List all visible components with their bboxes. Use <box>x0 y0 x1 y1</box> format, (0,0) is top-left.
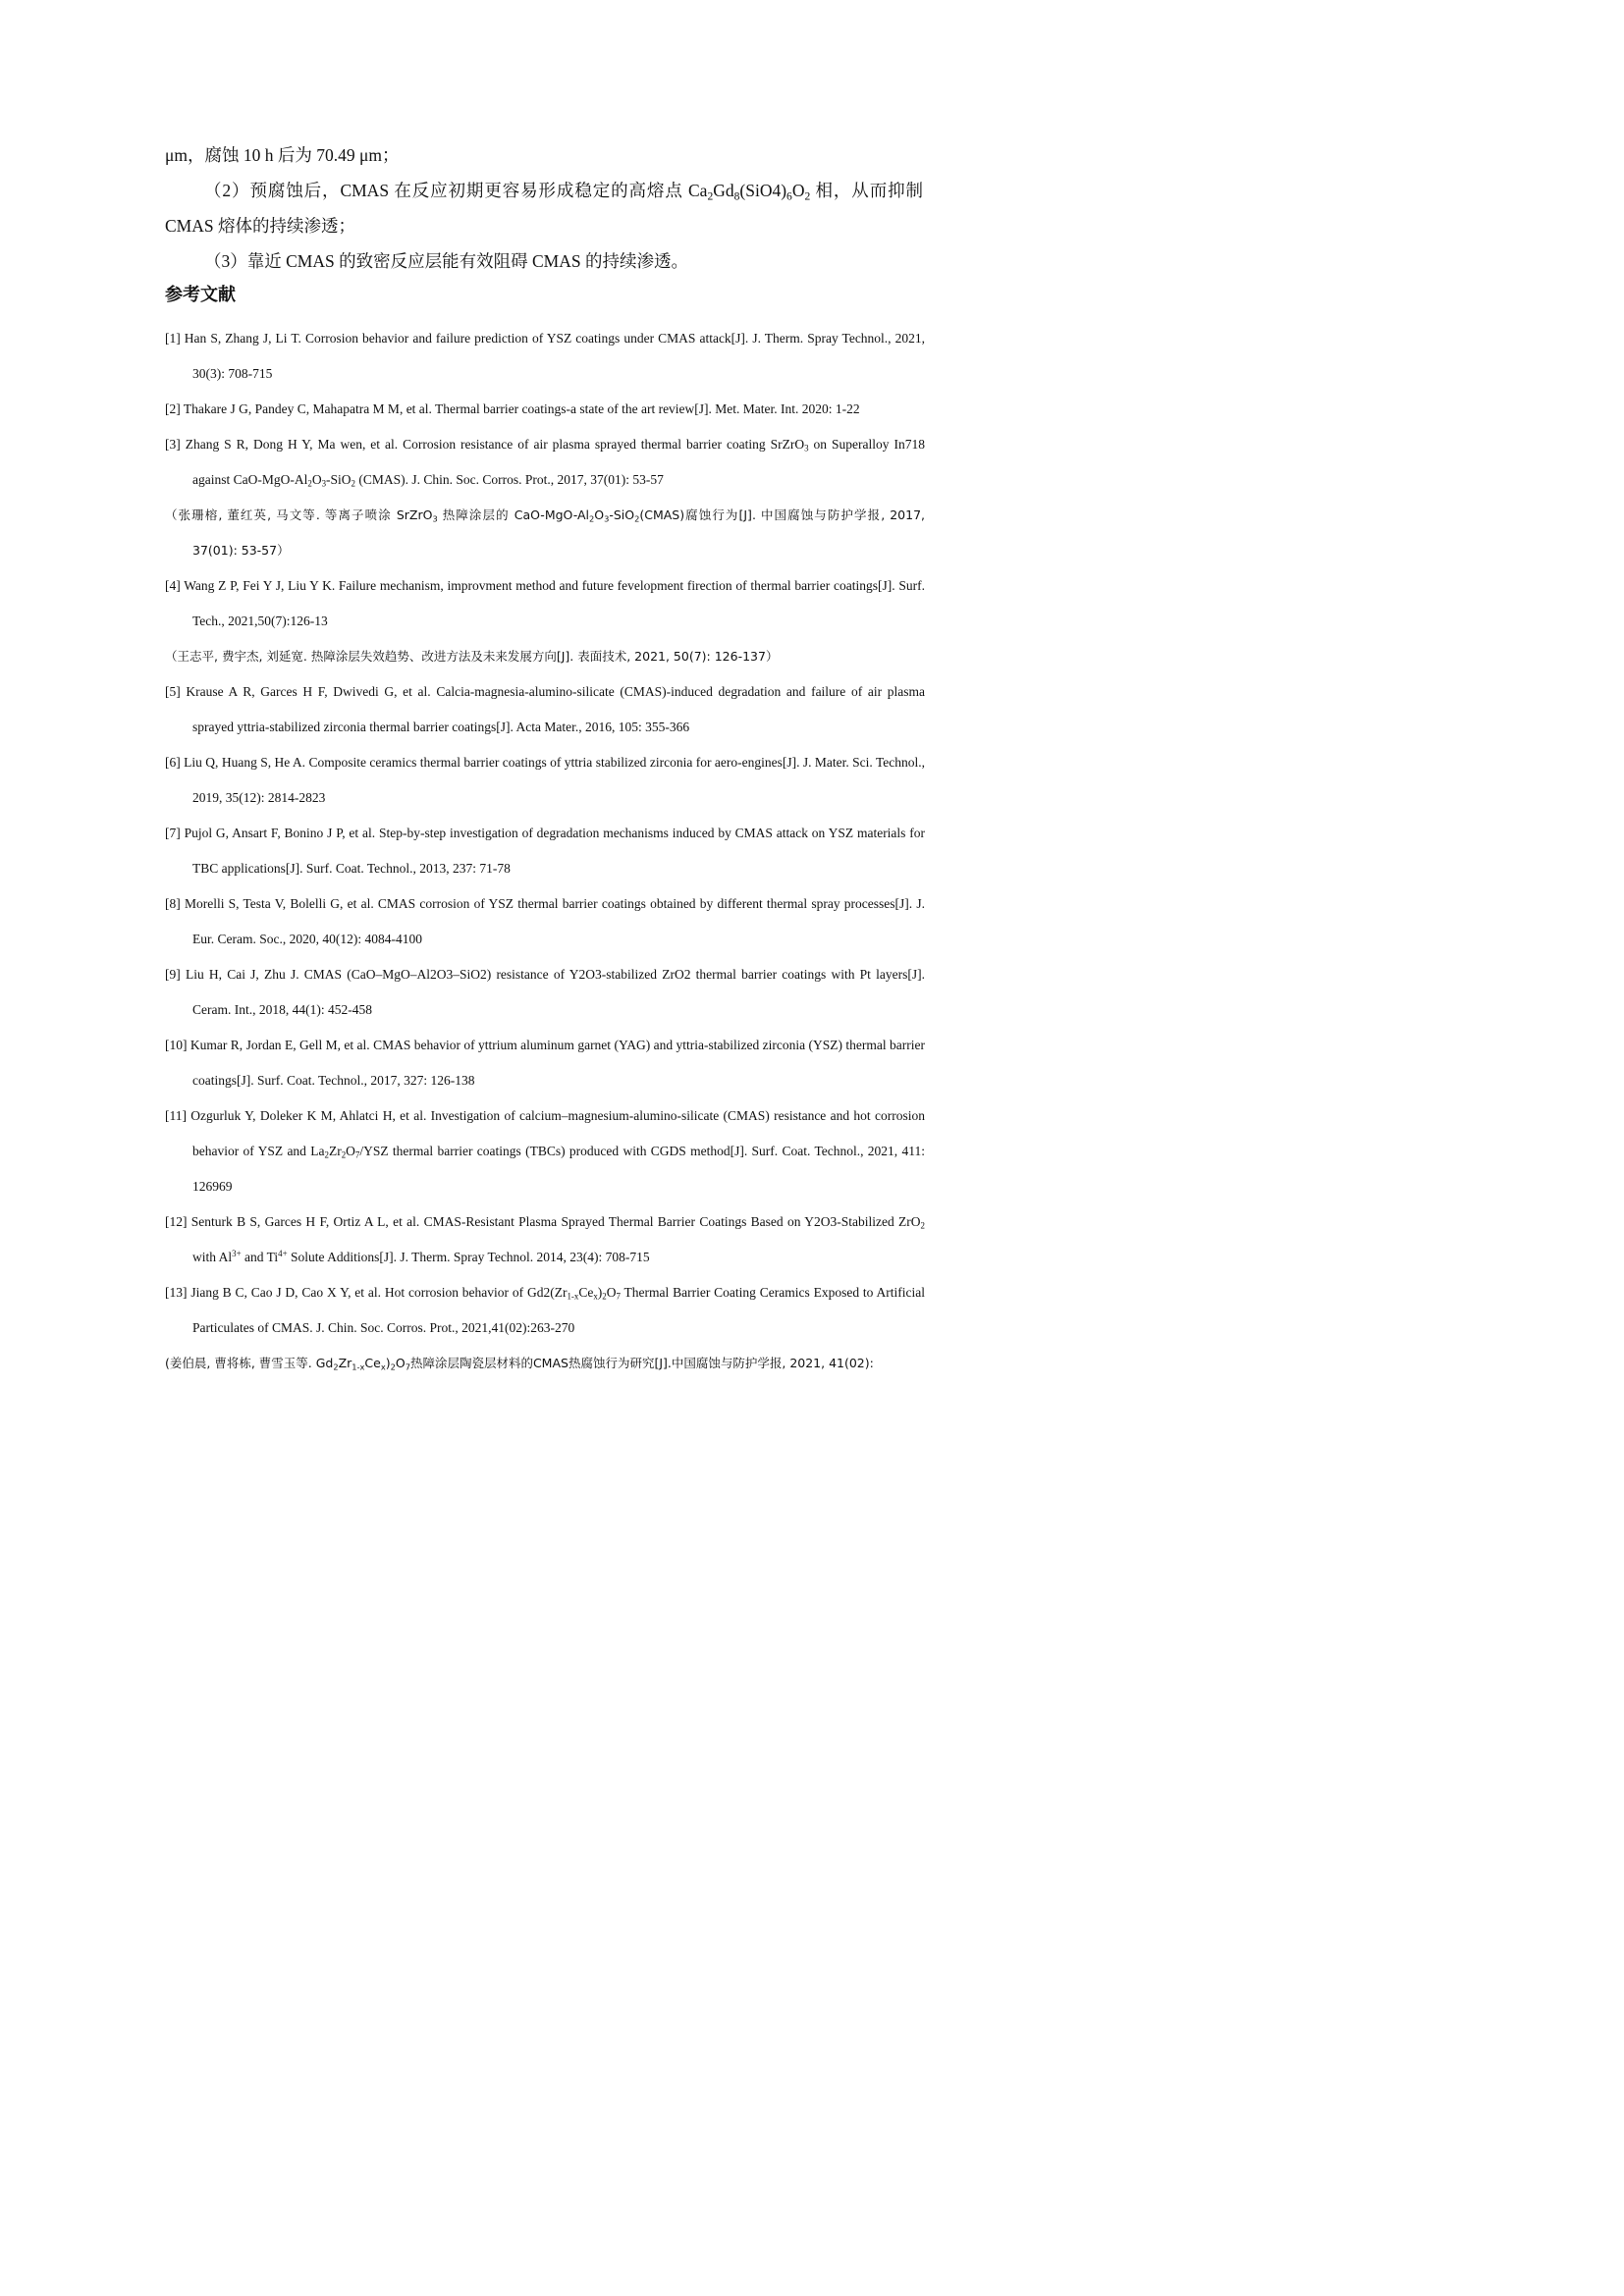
subscript-text: 3 <box>804 443 809 454</box>
subscript-text: 2 <box>341 1149 347 1160</box>
subscript-text: 2 <box>707 190 714 203</box>
subscript-text: 2 <box>333 1362 339 1372</box>
reference-r4 <box>165 568 925 639</box>
text-run: with Al <box>192 1250 233 1264</box>
reference-r12 <box>165 1204 925 1275</box>
conclusion-paragraph-p2 <box>165 173 923 243</box>
text-run: ) <box>597 1285 603 1300</box>
reference-r13 <box>165 1275 925 1346</box>
text-run: （2）预腐蚀后，CMAS 在反应初期更容易形成稳定的高熔点 Ca <box>204 181 708 200</box>
subscript-text: 2 <box>602 1291 607 1302</box>
reference-r13zh <box>165 1346 925 1381</box>
subscript-text: 6 <box>786 190 792 203</box>
subscript-text: 2 <box>307 478 312 489</box>
reference-r1 <box>165 321 925 392</box>
text-run: -SiO <box>326 472 352 487</box>
subscript-text: 3 <box>604 513 610 524</box>
reference-r2 <box>165 392 925 427</box>
conclusion-paragraph-p1 <box>165 137 923 173</box>
text-run: Zr <box>328 1144 342 1158</box>
text-run: [10] Kumar R, Jordan E, Gell M, et al. CMAS behavior of yttrium aluminum garnet (YAG) and yttria-stabilized zirconia (YSZ) thermal barrier coatings[J]. Surf. Coat. Technol., 2017, 327: 126-138 <box>165 1038 925 1088</box>
subscript-text: 2 <box>390 1362 396 1372</box>
text-run: [8] Morelli S, Testa V, Bolelli G, et al. CMAS corrosion of YSZ thermal barrier coatings obtained by different thermal spray processes[J]. J. Eur. Ceram. Soc., 2020, 40(12): 4084-4100 <box>165 896 925 946</box>
text-run: Gd <box>713 181 734 200</box>
text-run: [2] Thakare J G, Pandey C, Mahapatra M M, et al. Thermal barrier coatings-a state of the art review[J]. Met. Mater. Int. 2020: 1-22 <box>165 401 860 416</box>
text-run: 相，从而抑制 CMAS 熔体的持续渗透； <box>165 181 924 236</box>
subscript-text: 1-x <box>567 1291 579 1302</box>
text-run: [6] Liu Q, Huang S, He A. Composite ceramics thermal barrier coatings of yttria stabilized zirconia for aero-engines[J]. J. Mater. Sci. Technol., 2019, 35(12): 2814-2823 <box>165 755 925 805</box>
subscript-text: 7 <box>405 1362 410 1372</box>
conclusion-paragraph-p3 <box>165 243 923 279</box>
subscript-text: 2 <box>920 1220 925 1231</box>
text-run: ) <box>385 1356 391 1370</box>
text-run: μm，腐蚀 10 h 后为 70.49 μm； <box>165 145 400 165</box>
reference-r11 <box>165 1098 925 1204</box>
reference-r5 <box>165 674 925 745</box>
text-run: O <box>594 507 605 522</box>
reference-r3zh <box>165 498 925 568</box>
supscript-text: 3+ <box>232 1249 242 1259</box>
text-run: 热障涂层陶瓷层材料的CMAS热腐蚀行为研究[J].中国腐蚀与防护学报, 2021, 41(02): <box>409 1356 874 1370</box>
reference-r4zh <box>165 639 925 674</box>
text-run: (姜伯晨, 曹将栋, 曹雪玉等. Gd <box>165 1356 334 1370</box>
references-heading: 参考文献 <box>165 285 236 305</box>
text-run: （3）靠近 CMAS 的致密反应层能有效阻碍 CMAS 的持续渗透。 <box>204 251 688 271</box>
subscript-text: 3 <box>321 478 327 489</box>
text-run: [1] Han S, Zhang J, Li T. Corrosion behavior and failure prediction of YSZ coatings under CMAS attack[J]. J. Therm. Spray Technol., 2021, 30(3): 708-715 <box>165 331 925 381</box>
text-run: (CMAS). J. Chin. Soc. Corros. Prot., 2017, 37(01): 53-57 <box>354 472 664 487</box>
subscript-text: 7 <box>354 1149 360 1160</box>
text-run: (CMAS)腐蚀行为[J]. 中国腐蚀与防护学报, 2017, 37(01): 53-57） <box>192 507 926 558</box>
reference-r7 <box>165 816 925 886</box>
text-run: [9] Liu H, Cai J, Zhu J. CMAS (CaO–MgO–Al2O3–SiO2) resistance of Y2O3-stabilized ZrO2 thermal barrier coatings with Pt layers[J]. Ceram. Int., 2018, 44(1): 452-458 <box>165 967 925 1017</box>
text-run: O <box>311 472 322 487</box>
reference-r9 <box>165 957 925 1028</box>
text-run: 热障涂层的 CaO-MgO-Al <box>437 507 589 522</box>
text-run: O <box>791 181 805 200</box>
text-run: [4] Wang Z P, Fei Y J, Liu Y K. Failure mechanism, improvment method and future fevelopment firection of thermal barrier coatings[J]. Surf. Tech., 2021,50(7):126-13 <box>165 578 925 628</box>
text-run: Solute Additions[J]. J. Therm. Spray Technol. 2014, 23(4): 708-715 <box>287 1250 650 1264</box>
text-run: [5] Krause A R, Garces H F, Dwivedi G, et al. Calcia-magnesia-alumino-silicate (CMAS)-induced degradation and failure of air plasma sprayed yttria-stabilized zirconia thermal barrier coatings[J]. Acta Mater., 2016, 105: 355-366 <box>165 684 925 734</box>
text-run: [13] Jiang B C, Cao J D, Cao X Y, et al. Hot corrosion behavior of Gd2(Zr <box>165 1285 568 1300</box>
text-run: O <box>606 1285 617 1300</box>
text-run: [12] Senturk B S, Garces H F, Ortiz A L, et al. CMAS-Resistant Plasma Sprayed Thermal Barrier Coatings Based on Y2O3-Stabilized ZrO <box>165 1214 921 1229</box>
subscript-text: 2 <box>588 513 595 524</box>
text-run: O <box>346 1144 355 1158</box>
text-run: and Ti <box>241 1250 279 1264</box>
subscript-text: 3 <box>432 513 438 524</box>
text-run: on Superalloy In718 against CaO-MgO-Al <box>192 437 925 487</box>
text-run: -SiO <box>609 507 635 522</box>
text-run: Ce <box>578 1285 594 1300</box>
text-run: （张珊榕, 董红英, 马文等. 等离子喷涂 SrZrO <box>165 507 433 522</box>
text-run: /YSZ thermal barrier coatings (TBCs) produced with CGDS method[J]. Surf. Coat. Technol., 2021, 411: 126969 <box>192 1144 925 1194</box>
subscript-text: x <box>593 1291 598 1302</box>
reference-r3 <box>165 427 925 498</box>
reference-r6 <box>165 745 925 816</box>
text-run: （王志平, 费宇杰, 刘延宽. 热障涂层失效趋势、改进方法及未来发展方向[J]. 表面技术, 2021, 50(7): 126-137） <box>165 649 779 664</box>
text-run: [3] Zhang S R, Dong H Y, Ma wen, et al. Corrosion resistance of air plasma sprayed thermal barrier coating SrZrO <box>165 437 805 452</box>
reference-r10 <box>165 1028 925 1098</box>
subscript-text: 2 <box>351 478 355 489</box>
subscript-text: 7 <box>616 1291 621 1302</box>
text-run: [11] Ozgurluk Y, Doleker K M, Ahlatci H, et al. Investigation of calcium–magnesium-alumino-silicate (CMAS) resistance and hot corrosion behavior of YSZ and La <box>165 1108 925 1158</box>
text-run: Thermal Barrier Coating Ceramics Exposed to Artificial Particulates of CMAS. J. Chin. Soc. Corros. Prot., 2021,41(02):263-270 <box>192 1285 925 1335</box>
text-run: O <box>395 1356 406 1370</box>
supscript-text: 4+ <box>278 1249 288 1259</box>
subscript-text: 2 <box>634 513 640 524</box>
text-run: Zr <box>338 1356 352 1370</box>
text-run: (SiO4) <box>739 181 787 200</box>
document-page <box>0 0 1080 1526</box>
subscript-text: 1-x <box>352 1362 365 1372</box>
subscript-text: 8 <box>733 190 740 203</box>
subscript-text: 2 <box>324 1149 329 1160</box>
text-run: Ce <box>364 1356 381 1370</box>
reference-r8 <box>165 886 925 957</box>
reference-list <box>165 321 925 1381</box>
text-run: [7] Pujol G, Ansart F, Bonino J P, et al. Step-by-step investigation of degradation mechanisms induced by CMAS attack on YSZ materials for TBC applications[J]. Surf. Coat. Technol., 2013, 237: 71-78 <box>165 826 925 876</box>
conclusion-text <box>165 137 923 279</box>
subscript-text: 2 <box>804 190 811 203</box>
subscript-text: x <box>380 1362 386 1372</box>
